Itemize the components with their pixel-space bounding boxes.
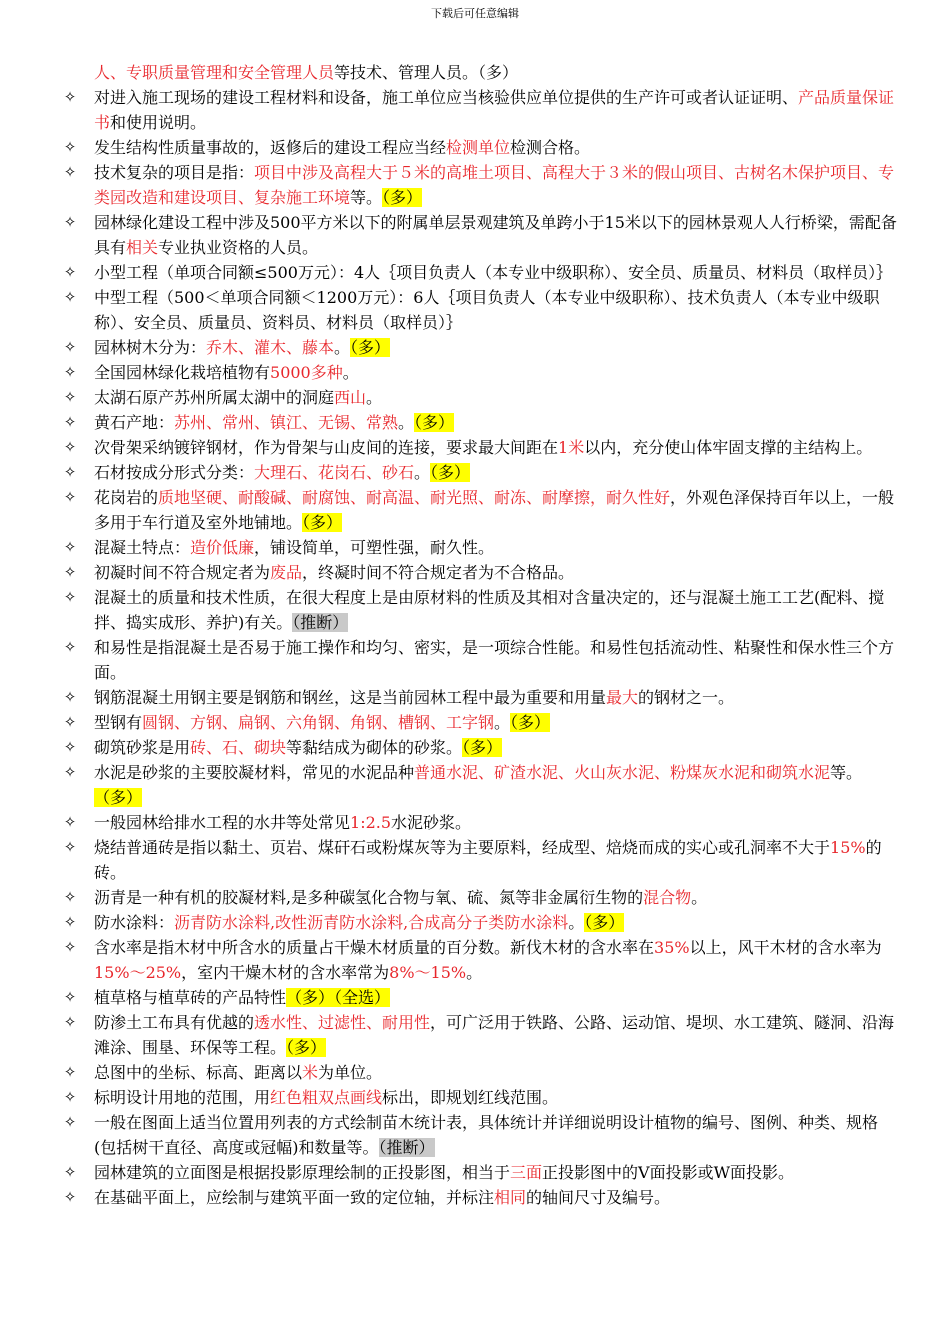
key-term: 相同: [494, 1188, 527, 1207]
item-text: 发生结构性质量事故的，返修后的建设工程应当经: [94, 138, 447, 157]
diamond-bullet-icon: ✧: [63, 563, 77, 581]
diamond-bullet-icon: ✧: [63, 638, 77, 656]
item-text: 等技术、管理人员。（多）: [334, 63, 519, 82]
item-text: ，可广泛用于铁路、公路、运动馆、堤坝、水工建筑、隧洞、沿海滩涂、围垦、环保等工程。: [94, 1013, 895, 1057]
tag-label: （多）: [382, 188, 423, 207]
diamond-bullet-icon: ✧: [63, 463, 77, 481]
item-text: ，终凝时间不符合规定者为不合格品。: [302, 563, 575, 582]
item-text: 技术复杂的项目是指：: [94, 163, 255, 182]
list-item: [60, 635, 900, 685]
item-text: 。: [414, 463, 431, 482]
diamond-bullet-icon: ✧: [63, 938, 77, 956]
item-text: 。: [568, 913, 585, 932]
item-text: 。: [466, 963, 483, 982]
diamond-bullet-icon: ✧: [63, 838, 77, 856]
list-item: [60, 1085, 900, 1110]
diamond-bullet-icon: ✧: [63, 688, 77, 706]
list-item: [60, 885, 900, 910]
list-item: [60, 260, 900, 285]
item-text: 检测合格。: [510, 138, 591, 157]
list-item: [60, 85, 900, 135]
item-text: 的轴间尺寸及编号。: [526, 1188, 671, 1207]
item-text: 石材按成分形式分类：: [94, 463, 255, 482]
diamond-bullet-icon: ✧: [63, 138, 77, 156]
tag-label: （多）: [462, 738, 503, 757]
key-term: 混合物: [643, 888, 692, 907]
list-item: [60, 935, 900, 985]
item-text: 和易性是指混凝土是否易于施工操作和均匀、密实，是一项综合性能。和易性包括流动性、粘聚性和保水性三个方面。: [94, 638, 895, 682]
list-item: [60, 835, 900, 885]
item-text: 沥青是一种有机的胶凝材料,是多种碳氢化合物与氧、硫、氮等非金属衍生物的: [94, 888, 644, 907]
key-term: 废品: [270, 563, 303, 582]
page-header: 下载后可任意编辑: [431, 7, 519, 20]
item-text: 。: [398, 413, 415, 432]
key-term: 项目中涉及高程大于５米的高堆土项目、高程大于３米的假山项目、古树名木保护项目、专类园改造和建设项目、复杂施工环境: [94, 163, 895, 207]
item-text: 的砖。: [94, 838, 882, 882]
key-term: 5000多种: [270, 363, 343, 382]
diamond-bullet-icon: ✧: [63, 88, 77, 106]
diamond-bullet-icon: ✧: [63, 1088, 77, 1106]
diamond-bullet-icon: ✧: [63, 363, 77, 381]
diamond-bullet-icon: ✧: [63, 588, 77, 606]
diamond-bullet-icon: ✧: [63, 163, 77, 181]
item-text: 和使用说明。: [110, 113, 207, 132]
list-item: [60, 435, 900, 460]
key-term: 沥青防水涂料,改性沥青防水涂料,合成高分子类防水涂料: [174, 913, 569, 932]
item-text: 以内，充分使山体牢固支撑的主结构上。: [584, 438, 873, 457]
list-item: [60, 760, 900, 810]
item-text: 烧结普通砖是指以黏土、页岩、煤矸石或粉煤灰等为主要原料，经成型、焙烧而成的实心或孔洞率不大于: [94, 838, 831, 857]
list-item: [60, 485, 900, 535]
item-text: 次骨架采纳镀锌钢材，作为骨架与山皮间的连接，要求最大间距在: [94, 438, 559, 457]
list-item: [60, 1185, 900, 1210]
item-text: 一般园林给排水工程的水井等处常见: [94, 813, 351, 832]
tag-label: （多）: [302, 513, 343, 532]
list-item: [60, 985, 900, 1010]
key-term: 砖、石、砌块: [190, 738, 287, 757]
item-text: ，室内干燥木材的含水率常为: [181, 963, 390, 982]
item-text: 全国园林绿化栽培植物有: [94, 363, 271, 382]
item-text: 。: [366, 388, 383, 407]
list-item: [60, 1010, 900, 1060]
item-text: 花岗岩的: [94, 488, 159, 507]
item-text: 对进入施工现场的建设工程材料和设备，施工单位应当核验供应单位提供的生产许可或者认证证明、: [94, 88, 799, 107]
item-text: 钢筋混凝土用钢主要是钢筋和钢丝，这是当前园林工程中最为重要和用量: [94, 688, 607, 707]
item-text: 等。: [830, 763, 863, 782]
key-term: 造价低廉: [190, 538, 255, 557]
item-text: 为单位。: [318, 1063, 383, 1082]
diamond-bullet-icon: ✧: [63, 1063, 77, 1081]
item-text: 初凝时间不符合规定者为: [94, 563, 271, 582]
tag-label: （多）: [350, 338, 391, 357]
item-text: 水泥是砂浆的主要胶凝材料，常见的水泥品种: [94, 763, 415, 782]
item-text: 的钢材之一。: [638, 688, 735, 707]
diamond-bullet-icon: ✧: [63, 713, 77, 731]
list-item: [60, 410, 900, 435]
key-term: 大理石、花岗石、砂石: [254, 463, 415, 482]
diamond-bullet-icon: ✧: [63, 988, 77, 1006]
key-term: 苏州、常州、镇江、无锡、常熟: [174, 413, 399, 432]
item-text: 含水率是指木材中所含水的质量占干燥木材质量的百分数。新伐木材的含水率在: [94, 938, 655, 957]
tag-label: （多）: [584, 913, 625, 932]
diamond-bullet-icon: ✧: [63, 813, 77, 831]
tag-label: （多）: [430, 463, 471, 482]
list-item: [60, 735, 900, 760]
list-item: [60, 1110, 900, 1160]
item-text: 专业执业资格的人员。: [158, 238, 319, 257]
list-item: [60, 560, 900, 585]
item-text: 园林绿化建设工程中涉及500平方米以下的附属单层景观建筑及单跨小于15米以下的园林景观人人行桥梁，需配备具有: [94, 213, 897, 257]
tag-label: （推断）: [378, 1138, 435, 1157]
item-text: 正投影图中的V面投影或W面投影。: [542, 1163, 795, 1182]
item-text: 等黏结成为砌体的砂浆。: [286, 738, 463, 757]
list-item: [60, 210, 900, 260]
diamond-bullet-icon: ✧: [63, 1013, 77, 1031]
item-text: 防水涂料：: [94, 913, 175, 932]
item-text: 型钢有: [94, 713, 143, 732]
key-term: 35%: [654, 938, 690, 957]
key-term: 米: [302, 1063, 319, 1082]
item-text: 水泥砂浆。: [391, 813, 472, 832]
tag-label: （多）: [94, 788, 143, 807]
key-term: 1米: [558, 438, 585, 457]
item-text: 等。: [350, 188, 383, 207]
key-term: 三面: [510, 1163, 543, 1182]
item-text: 混凝土的质量和技术性质，在很大程度上是由原材料的性质及其相对含量决定的，还与混凝土施工工艺(配料、搅拌、捣实成形、养护)有关。: [94, 588, 885, 632]
key-term: 最大: [606, 688, 639, 707]
list-item: [60, 160, 900, 210]
item-text: 。: [494, 713, 511, 732]
diamond-bullet-icon: ✧: [63, 488, 77, 506]
list-item: [60, 810, 900, 835]
list-item: [60, 135, 900, 160]
key-term: 圆钢、方钢、扁钢、六角钢、角钢、槽钢、工字钢: [142, 713, 495, 732]
list-item: [60, 910, 900, 935]
list-item: [60, 60, 900, 85]
list-item: [60, 285, 900, 335]
key-term: 15%～25%: [94, 963, 182, 982]
key-term: 人、专职质量管理和安全管理人员: [94, 63, 335, 82]
item-text: 砌筑砂浆是用: [94, 738, 191, 757]
diamond-bullet-icon: ✧: [63, 388, 77, 406]
key-term: 产品质量保证书: [94, 88, 895, 132]
item-text: 标明设计用地的范围，用: [94, 1088, 271, 1107]
item-text: 总图中的坐标、标高、距离以: [94, 1063, 303, 1082]
item-text: 黄石产地：: [94, 413, 175, 432]
item-text: 植草格与植草砖的产品特性: [94, 988, 287, 1007]
key-term: 西山: [334, 388, 367, 407]
diamond-bullet-icon: ✧: [63, 763, 77, 781]
list-item: [60, 1160, 900, 1185]
list-item: [60, 385, 900, 410]
list-item: [60, 535, 900, 560]
diamond-bullet-icon: ✧: [63, 263, 77, 281]
item-text: ，外观色泽保持百年以上，一般多用于车行道及室外地铺地。: [94, 488, 895, 532]
key-term: 1:2.5: [350, 813, 392, 832]
tag-label: （推断）: [292, 613, 349, 632]
key-term: 8%～15%: [389, 963, 467, 982]
diamond-bullet-icon: ✧: [63, 913, 77, 931]
diamond-bullet-icon: ✧: [63, 288, 77, 306]
tag-label: （多）: [510, 713, 551, 732]
key-term: 红色粗双点画线: [270, 1088, 383, 1107]
study-notes-list: [60, 60, 900, 1210]
item-text: 一般在图面上适当位置用列表的方式绘制苗木统计表，具体统计并详细说明设计植物的编号、图例、种类、规格(包括树干直径、高度或冠幅)和数量等。: [94, 1113, 879, 1157]
diamond-bullet-icon: ✧: [63, 538, 77, 556]
diamond-bullet-icon: ✧: [63, 338, 77, 356]
item-text: 。: [691, 888, 708, 907]
item-text: 以上，风干木材的含水率为: [689, 938, 882, 957]
diamond-bullet-icon: ✧: [63, 888, 77, 906]
diamond-bullet-icon: ✧: [63, 413, 77, 431]
diamond-bullet-icon: ✧: [63, 1113, 77, 1131]
diamond-bullet-icon: ✧: [63, 438, 77, 456]
diamond-bullet-icon: ✧: [63, 1163, 77, 1181]
item-text: 中型工程（500＜单项合同额＜1200万元）：6人｛项目负责人（本专业中级职称）、技术负责人（本专业中级职称）、安全员、质量员、资料员、材料员（取样员）｝: [94, 288, 880, 332]
tag-label: （多）: [414, 413, 455, 432]
diamond-bullet-icon: ✧: [63, 1188, 77, 1206]
item-text: 园林树木分为：: [94, 338, 207, 357]
item-text: 小型工程（单项合同额≤500万元）：4人｛项目负责人（本专业中级职称）、安全员、质量员、材料员（取样员）｝: [94, 263, 893, 282]
list-item: [60, 360, 900, 385]
item-text: 标出，即规划红线范围。: [382, 1088, 559, 1107]
key-term: 质地坚硬、耐酸碱、耐腐蚀、耐高温、耐光照、耐冻、耐摩擦，耐久性好: [158, 488, 671, 507]
diamond-bullet-icon: ✧: [63, 213, 77, 231]
item-text: 在基础平面上，应绘制与建筑平面一致的定位轴，并标注: [94, 1188, 495, 1207]
key-term: 乔木、灌木、藤本: [206, 338, 335, 357]
list-item: [60, 335, 900, 360]
item-text: 。: [342, 363, 359, 382]
list-item: [60, 460, 900, 485]
key-term: 15%: [830, 838, 866, 857]
key-term: 普通水泥、矿渣水泥、火山灰水泥、粉煤灰水泥和砌筑水泥: [414, 763, 831, 782]
diamond-bullet-icon: ✧: [63, 738, 77, 756]
list-item: [60, 585, 900, 635]
key-term: 检测单位: [446, 138, 511, 157]
list-item: [60, 710, 900, 735]
item-text: 防渗土工布具有优越的: [94, 1013, 255, 1032]
tag-label: （多）（全选）: [286, 988, 391, 1007]
key-term: 相关: [126, 238, 159, 257]
tag-label: （多）: [286, 1038, 327, 1057]
item-text: ，铺设简单，可塑性强，耐久性。: [254, 538, 495, 557]
key-term: 透水性、过滤性、耐用性: [254, 1013, 431, 1032]
item-text: 。: [334, 338, 351, 357]
list-item: [60, 685, 900, 710]
item-text: 太湖石原产苏州所属太湖中的洞庭: [94, 388, 335, 407]
item-text: 园林建筑的立面图是根据投影原理绘制的正投影图，相当于: [94, 1163, 511, 1182]
item-text: 混凝土特点：: [94, 538, 191, 557]
list-item: [60, 1060, 900, 1085]
